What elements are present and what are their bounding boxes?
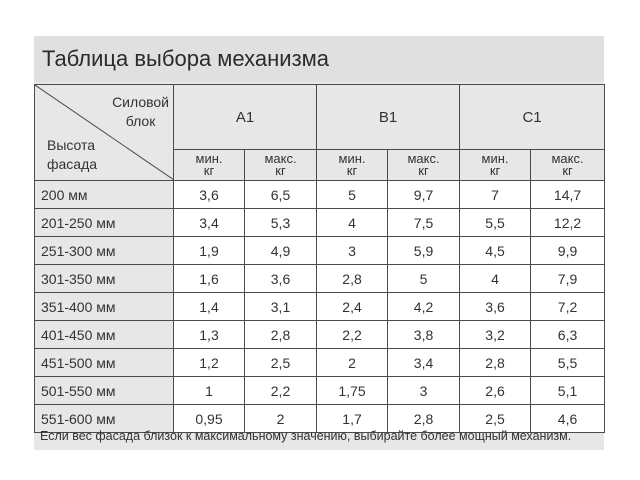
table-row <box>35 209 605 237</box>
weight-value-cell: 1 <box>174 377 245 405</box>
weight-value-cell: 4,2 <box>388 293 460 321</box>
weight-value-cell: 1,3 <box>174 321 245 349</box>
row-label-facade-height: 251-300 мм <box>35 237 174 265</box>
weight-value-cell: 5 <box>388 265 460 293</box>
corner-label-power-unit: Силовой блок <box>112 94 169 129</box>
weight-value-cell: 2,6 <box>460 377 531 405</box>
weight-value-cell: 1,2 <box>174 349 245 377</box>
row-label-facade-height: 401-450 мм <box>35 321 174 349</box>
row-label-facade-height: 551-600 мм <box>35 405 174 433</box>
weight-value-cell: 2,5 <box>245 349 317 377</box>
mechanism-selection-table <box>34 84 605 433</box>
weight-value-cell: 2 <box>245 405 317 433</box>
weight-value-cell: 7,9 <box>531 265 605 293</box>
weight-value-cell: 2,2 <box>245 377 317 405</box>
weight-value-cell: 3,4 <box>174 209 245 237</box>
weight-value-cell: 14,7 <box>531 181 605 209</box>
weight-value-cell: 9,7 <box>388 181 460 209</box>
weight-value-cell: 3,4 <box>388 349 460 377</box>
group-header-a1: A1 <box>174 85 317 150</box>
weight-value-cell: 3,6 <box>174 181 245 209</box>
weight-value-cell: 7,2 <box>531 293 605 321</box>
weight-value-cell: 3,8 <box>388 321 460 349</box>
weight-value-cell: 9,9 <box>531 237 605 265</box>
row-label-facade-height: 201-250 мм <box>35 209 174 237</box>
row-label-facade-height: 451-500 мм <box>35 349 174 377</box>
row-label-facade-height: 301-350 мм <box>35 265 174 293</box>
weight-value-cell: 5,9 <box>388 237 460 265</box>
weight-value-cell: 3,2 <box>460 321 531 349</box>
weight-value-cell: 6,3 <box>531 321 605 349</box>
weight-value-cell: 2,5 <box>460 405 531 433</box>
table-row <box>35 349 605 377</box>
corner-label-facade-height: Высота фасада <box>47 137 98 172</box>
weight-value-cell: 5 <box>317 181 388 209</box>
table-row <box>35 237 605 265</box>
row-label-facade-height: 200 мм <box>35 181 174 209</box>
weight-value-cell: 2,8 <box>388 405 460 433</box>
table-row <box>35 377 605 405</box>
weight-value-cell: 3,6 <box>245 265 317 293</box>
page-title: Таблица выбора механизма <box>34 36 604 82</box>
sub-header-min: мин. кг <box>174 150 245 181</box>
weight-value-cell: 1,75 <box>317 377 388 405</box>
sub-header-max: макс. кг <box>245 150 317 181</box>
table-row <box>35 265 605 293</box>
sub-header-min: мин. кг <box>460 150 531 181</box>
weight-value-cell: 1,4 <box>174 293 245 321</box>
group-header-b1: B1 <box>317 85 460 150</box>
sub-header-max: макс. кг <box>531 150 605 181</box>
weight-value-cell: 5,5 <box>460 209 531 237</box>
row-label-facade-height: 501-550 мм <box>35 377 174 405</box>
weight-value-cell: 3,1 <box>245 293 317 321</box>
weight-value-cell: 4,6 <box>531 405 605 433</box>
weight-value-cell: 5,1 <box>531 377 605 405</box>
weight-value-cell: 12,2 <box>531 209 605 237</box>
table-row <box>35 181 605 209</box>
weight-value-cell: 3 <box>388 377 460 405</box>
weight-value-cell: 7,5 <box>388 209 460 237</box>
row-label-facade-height: 351-400 мм <box>35 293 174 321</box>
weight-value-cell: 3,6 <box>460 293 531 321</box>
weight-value-cell: 2,2 <box>317 321 388 349</box>
weight-value-cell: 5,3 <box>245 209 317 237</box>
weight-value-cell: 1,9 <box>174 237 245 265</box>
sub-header-max: макс. кг <box>388 150 460 181</box>
footnote: Если вес фасада близок к максимальному значению, выбирайте более мощный механизм. <box>40 429 572 443</box>
weight-value-cell: 2,4 <box>317 293 388 321</box>
weight-value-cell: 4,9 <box>245 237 317 265</box>
weight-value-cell: 6,5 <box>245 181 317 209</box>
weight-value-cell: 2 <box>317 349 388 377</box>
weight-value-cell: 1,6 <box>174 265 245 293</box>
weight-value-cell: 7 <box>460 181 531 209</box>
weight-value-cell: 1,7 <box>317 405 388 433</box>
weight-value-cell: 3 <box>317 237 388 265</box>
weight-value-cell: 2,8 <box>317 265 388 293</box>
weight-value-cell: 5,5 <box>531 349 605 377</box>
weight-value-cell: 2,8 <box>245 321 317 349</box>
table-corner-cell <box>35 85 174 181</box>
weight-value-cell: 4,5 <box>460 237 531 265</box>
weight-value-cell: 4 <box>460 265 531 293</box>
table-row <box>35 321 605 349</box>
weight-value-cell: 0,95 <box>174 405 245 433</box>
weight-value-cell: 2,8 <box>460 349 531 377</box>
table-row <box>35 293 605 321</box>
group-header-c1: C1 <box>460 85 605 150</box>
sub-header-min: мин. кг <box>317 150 388 181</box>
weight-value-cell: 4 <box>317 209 388 237</box>
